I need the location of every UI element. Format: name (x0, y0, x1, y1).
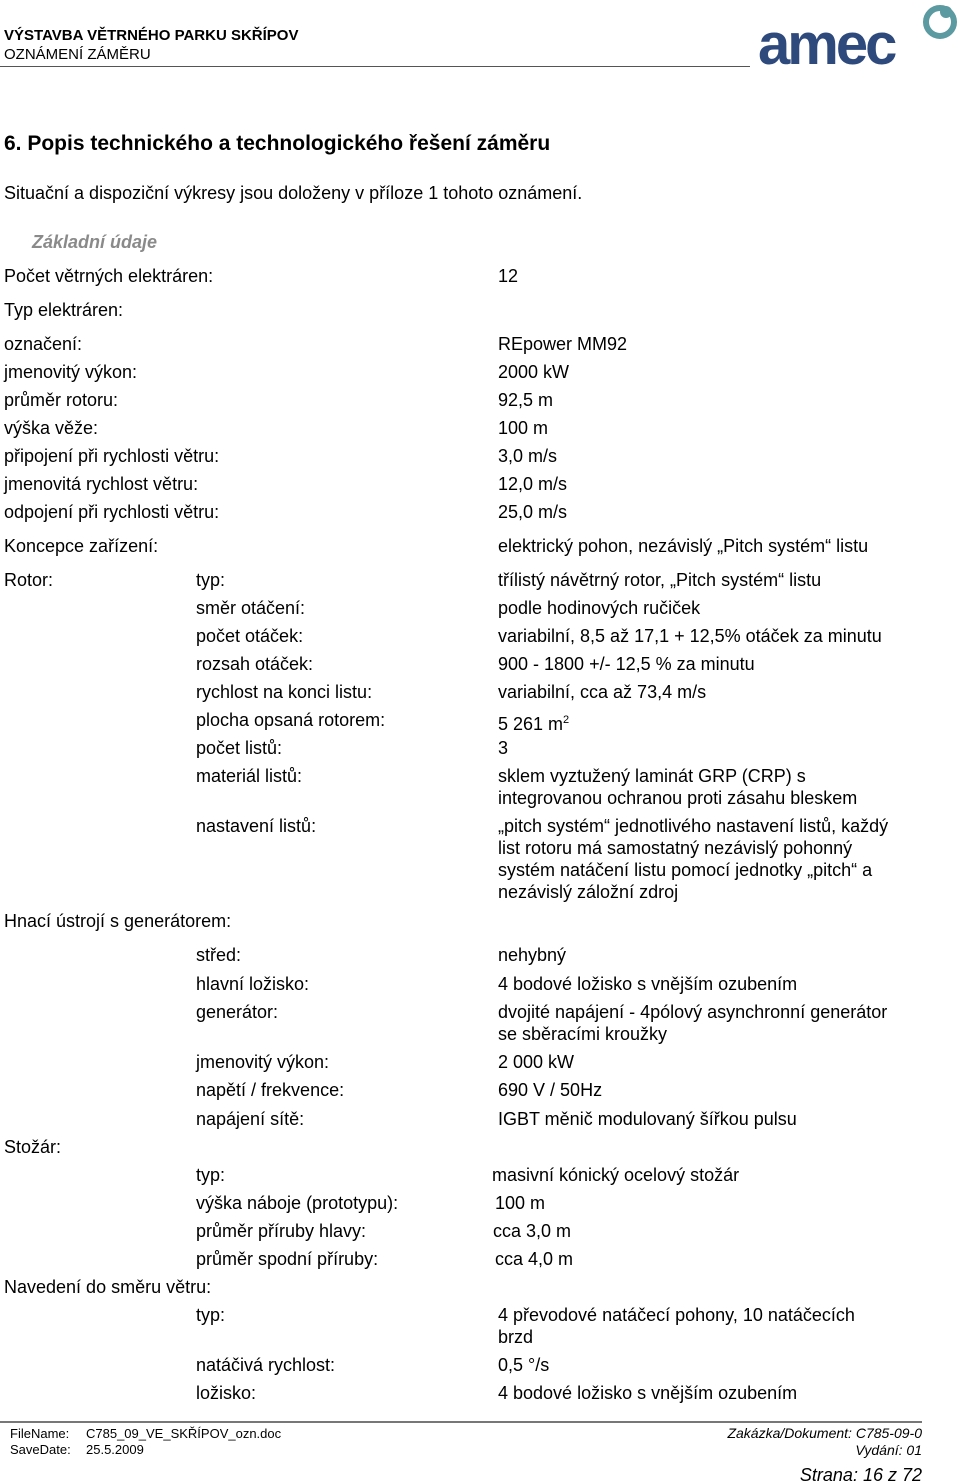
row-label: Rotor: (4, 570, 54, 590)
row-sublabel: rozsah otáček: (196, 654, 314, 674)
row-value: nehybný (498, 945, 567, 965)
row-sublabel: generátor: (196, 1002, 279, 1022)
row-value: masivní kónický ocelový stožár (492, 1165, 740, 1185)
row-value: list rotoru má samostatný nezávislý pohonný (498, 838, 853, 858)
row-sublabel: jmenovitý výkon: (196, 1052, 330, 1072)
row-value: 900 - 1800 +/- 12,5 % za minutu (498, 654, 755, 674)
filename: C785_09_VE_SKŘÍPOV_ozn.doc (86, 1426, 282, 1441)
svg-text:amec: amec (758, 12, 895, 72)
subheading: Základní údaje (32, 232, 158, 252)
page-number: Strana: 16 z 72 (799, 1465, 922, 1484)
row-value: 12,0 m/s (498, 474, 568, 494)
row-value: integrovanou ochranou proti zásahu bleskem (498, 788, 858, 808)
row-value: elektrický pohon, nezávislý „Pitch systém“ listu (498, 536, 869, 556)
row-value: 3,0 m/s (498, 446, 558, 466)
superscript: 2 (563, 714, 570, 726)
row-sublabel: ložisko: (196, 1383, 257, 1403)
row-sublabel: nastavení listů: (196, 816, 317, 836)
row-value: podle hodinových ručiček (498, 598, 701, 618)
row-value: IGBT měnič modulovaný šířkou pulsu (498, 1109, 797, 1129)
row-sublabel: typ: (196, 1165, 226, 1185)
row-sublabel: napájení sítě: (196, 1109, 305, 1129)
row-value: 2 000 kW (498, 1052, 575, 1072)
row-sublabel: průměr příruby hlavy: (196, 1221, 367, 1241)
row-sublabel: průměr spodní příruby: (196, 1249, 379, 1269)
row-label: připojení při rychlosti větru: (4, 446, 220, 466)
footer-divider (0, 1421, 922, 1423)
row-label: Stožár: (4, 1137, 62, 1157)
row-value: 25,0 m/s (498, 502, 568, 522)
row-label: odpojení při rychlosti větru: (4, 502, 220, 522)
row-sublabel: materiál listů: (196, 766, 303, 786)
row-label: označení: (4, 334, 83, 354)
row-value: 4 převodové natáčecí pohony, 10 natáčecích (498, 1305, 855, 1325)
row-value: sklem vyztužený laminát GRP (CRP) s (498, 766, 806, 786)
row-value: 5 261 $m^2$ (498, 714, 570, 734)
row-value: 4 bodové ložisko s vnějším ozubením (498, 974, 798, 994)
row-value: 4 bodové ložisko s vnějším ozubením (498, 1383, 798, 1403)
row-sublabel: počet otáček: (196, 626, 304, 646)
row-value: třílistý návětrný rotor, „Pitch systém“ listu (498, 570, 822, 590)
row-value: se sběracími kroužky (498, 1024, 668, 1044)
row-sublabel: střed: (196, 945, 242, 965)
row-label: Koncepce zařízení: (4, 536, 159, 556)
row-value: 3 (498, 738, 509, 758)
row-value: 100 m (495, 1193, 546, 1213)
issue-number: Vydání: 01 (855, 1442, 922, 1458)
row-label: jmenovitá rychlost větru: (4, 474, 199, 494)
section-title: 6. Popis technického a technologického řešení záměru (4, 132, 551, 155)
row-sublabel: plocha opsaná rotorem: (196, 710, 386, 730)
row-sublabel: typ: (196, 1305, 226, 1325)
row-value: nezávislý záložní zdroj (498, 882, 679, 902)
document-number: Zakázka/Dokument: C785-09-0 (727, 1425, 922, 1441)
row-sublabel: natáčivá rychlost: (196, 1355, 336, 1375)
row-sublabel: hlavní ložisko: (196, 974, 310, 994)
row-value: variabilní, 8,5 až 17,1 + 12,5% otáček za minutu (498, 626, 882, 646)
row-label: Navedení do směru větru: (4, 1277, 212, 1297)
row-sublabel: rychlost na konci listu: (196, 682, 373, 702)
intro-text: Situační a dispoziční výkresy jsou doloženy v příloze 1 tohoto oznámení. (4, 183, 583, 203)
row-value: dvojité napájení - 4pólový asynchronní generátor (498, 1002, 888, 1022)
row-value: „pitch systém“ jednotlivého nastavení listů, každý (498, 816, 889, 836)
row-value: systém natáčení listu pomocí jednotky „pitch“ a (498, 860, 873, 880)
header-subtitle: OZNÁMENÍ ZÁMĚRU (4, 46, 151, 63)
row-value: cca 3,0 m (493, 1221, 572, 1241)
row-sublabel: typ: (196, 570, 226, 590)
header-divider (0, 66, 750, 67)
row-value: REpower MM92 (498, 334, 628, 354)
row-value: 2000 kW (498, 362, 570, 382)
row-value: 100 m (498, 418, 549, 438)
row-sublabel: výška náboje (prototypu): (196, 1193, 399, 1213)
row-label: Počet větrných elektráren: (4, 266, 214, 286)
row-value: 0,5 °/s (498, 1355, 550, 1375)
savedate-label: SaveDate: (10, 1442, 71, 1457)
filename-label: FileName: (10, 1426, 70, 1441)
row-value: 12 (498, 266, 519, 286)
row-label: jmenovitý výkon: (4, 362, 138, 382)
row-label: výška věže: (4, 418, 99, 438)
row-label: Typ elektráren: (4, 300, 124, 320)
row-label: Hnací ústrojí s generátorem: (4, 911, 232, 931)
row-sublabel: napětí / frekvence: (196, 1080, 345, 1100)
row-value: variabilní, cca až 73,4 m/s (498, 682, 707, 702)
amec-logo (756, 0, 960, 72)
row-sublabel: směr otáčení: (196, 598, 306, 618)
row-value: 690 V / 50Hz (498, 1080, 603, 1100)
row-sublabel: počet listů: (196, 738, 283, 758)
row-value: brzd (498, 1327, 534, 1347)
savedate: 25.5.2009 (86, 1442, 144, 1457)
row-value: cca 4,0 m (495, 1249, 574, 1269)
header-title: VÝSTAVBA VĚTRNÉHO PARKU SKŘÍPOV (4, 27, 299, 44)
row-value: 92,5 m (498, 390, 554, 410)
row-label: průměr rotoru: (4, 390, 119, 410)
